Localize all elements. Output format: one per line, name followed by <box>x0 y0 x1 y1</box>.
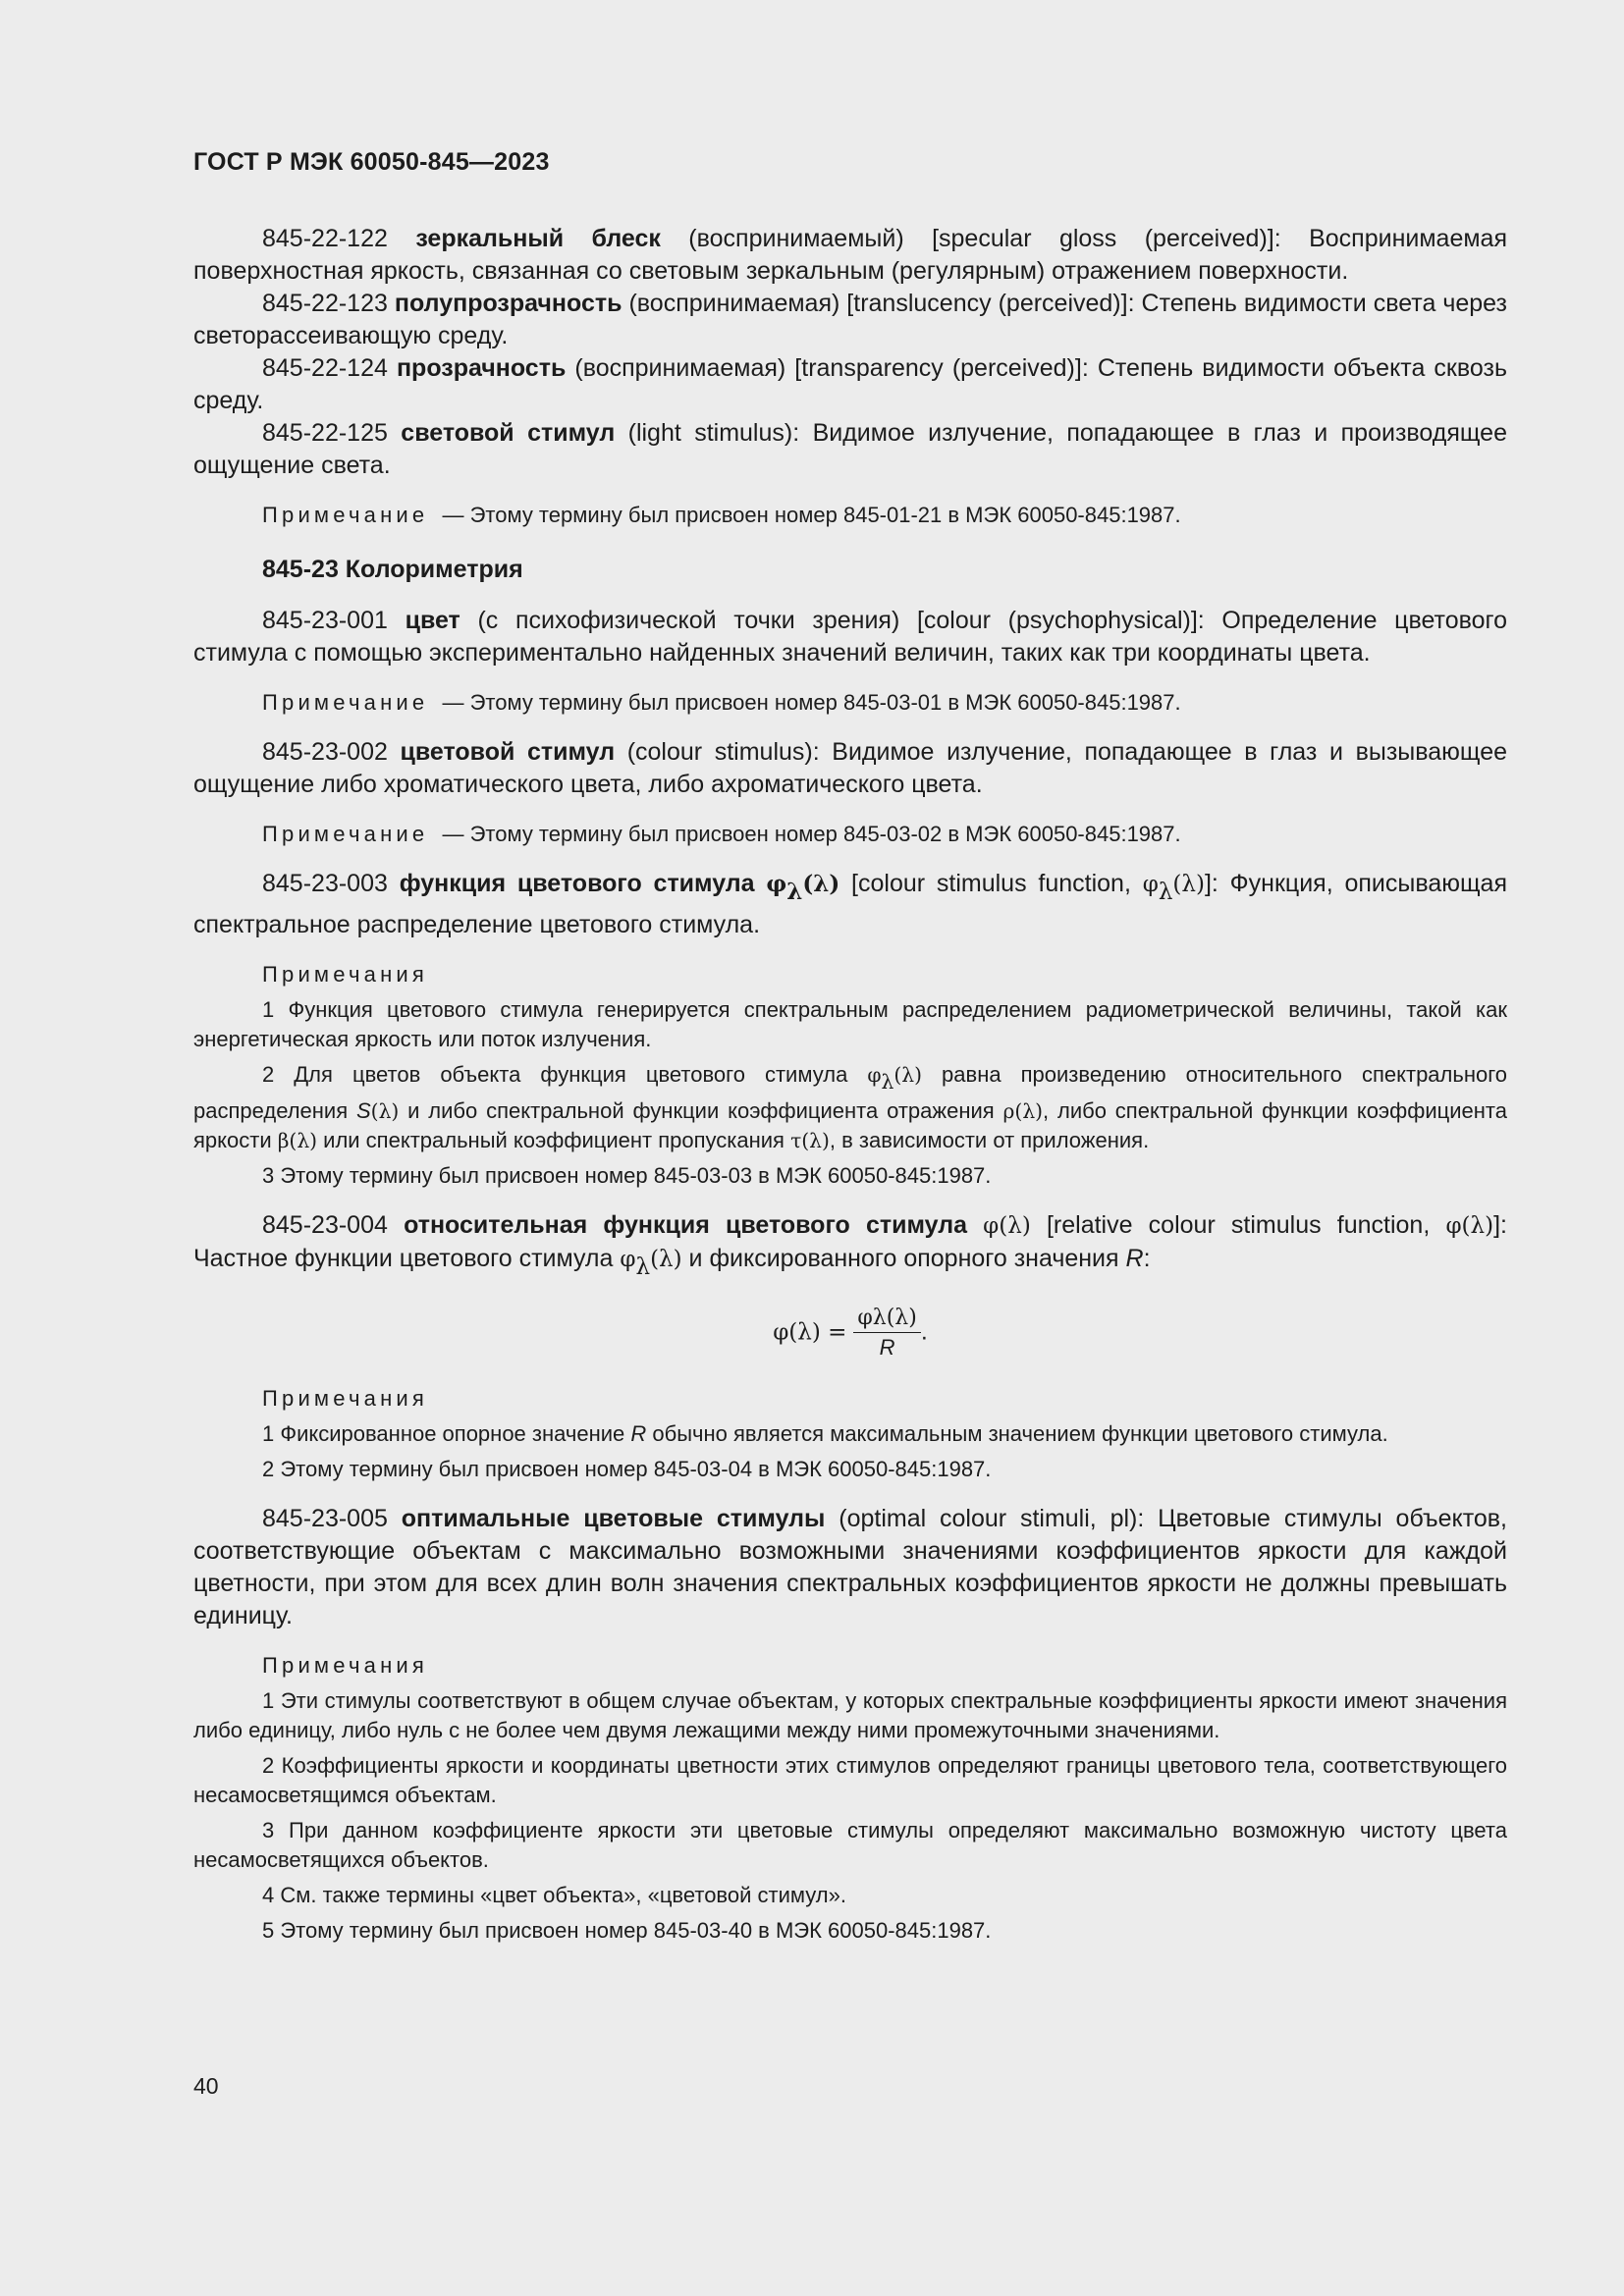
page-number: 40 <box>193 2073 219 2099</box>
notes-label-003: Примечания <box>262 962 429 988</box>
note-003-2: 2 Для цветов объекта функция цветового стимула φλ(λ) равна произведению относительного спектрального распределения S(λ) и либо спектральной функции коэффициента отражения ρ(λ), либо спектральной функции коэффициента яркости β(λ) или спектральный коэффициент пропускания τ(λ), в зависимости от приложения. <box>193 1062 1507 1153</box>
term-845-22-125: 845-22-125 световой стимул (light stimulus): Видимое излучение, попадающее в глаз и производящее ощущение света. <box>193 419 1507 479</box>
notes-label-004: Примечания <box>262 1386 429 1412</box>
term-845-22-123: 845-22-123 полупрозрачность (воспринимаемая) [translucency (perceived)]: Степень видимости света через светорассеивающую среду. <box>193 290 1507 349</box>
term-845-23-004: 845-23-004 относительная функция цветового стимула φ(λ) [relative colour stimulus function, φ(λ)]: Частное функции цветового стимула φλ(λ) и фиксированного опорного значения R: <box>193 1211 1507 1281</box>
note-845-23-002: Примечание — Этому термину был присвоен номер 845-03-02 в МЭК 60050-845:1987. <box>262 822 1181 846</box>
note-003-3: 3 Этому термину был присвоен номер 845-03-03 в МЭК 60050-845:1987. <box>262 1163 992 1189</box>
section-title: 845-23 Колориметрия <box>262 556 523 583</box>
note-004-2: 2 Этому термину был присвоен номер 845-03-04 в МЭК 60050-845:1987. <box>262 1457 992 1482</box>
note-004-1: 1 Фиксированное опорное значение R обычно является максимальным значением функции цветового стимула. <box>262 1421 1388 1447</box>
term-845-22-122: 845-22-122 зеркальный блеск (воспринимаемый) [specular gloss (perceived)]: Воспринимаемая поверхностная яркость, связанная со световым зеркальным (регулярным) отражением поверхности. <box>193 225 1507 285</box>
note-005-1: 1 Эти стимулы соответствуют в общем случае объектам, у которых спектральные коэффициенты яркости имеют значения либо единицу, либо нуль с не более чем двумя лежащими между ними промежуточными значениями. <box>193 1688 1507 1743</box>
formula-lhs: φ(λ) = <box>773 1319 847 1346</box>
term-845-23-001: 845-23-001 цвет (с психофизической точки зрения) [colour (psychophysical)]: Определение цветового стимула с помощью экспериментально найденных значений величин, таких как три координаты цвета. <box>193 607 1508 667</box>
term-845-23-003: 845-23-003 функция цветового стимула φλ(λ) [colour stimulus function, φλ(λ)]: Функция, описывающая спектральное распределение цветового стимула. <box>193 870 1507 939</box>
formula-numerator: φλ(λ) <box>853 1306 920 1333</box>
page-content <box>193 223 1507 1946</box>
formula-fraction <box>853 1306 920 1361</box>
note-005-3: 3 При данном коэффициенте яркости эти цветовые стимулы определяют максимально возможную чистоту цвета несамосветящихся объектов. <box>193 1818 1507 1873</box>
document-header: ГОСТ Р МЭК 60050-845—2023 <box>193 148 550 176</box>
notes-label-005: Примечания <box>262 1653 429 1679</box>
formula-denominator: R <box>879 1335 895 1361</box>
term-845-23-002: 845-23-002 цветовой стимул (colour stimulus): Видимое излучение, попадающее в глаз и вызывающее ощущение либо хроматического цвета, либо ахроматического цвета. <box>193 738 1507 798</box>
note-003-1: 1 Функция цветового стимула генерируется спектральным распределением радиометрической величины, такой как энергетическая яркость или поток излучения. <box>193 997 1507 1052</box>
term-845-23-005: 845-23-005 оптимальные цветовые стимулы (optimal colour stimuli, pl): Цветовые стимулы объектов, соответствующие объектам с максимально возможными значениями коэффициентов яркости для каждой цветности, при этом для всех длин волн значения спектральных коэффициентов яркости не должны превышать единицу. <box>193 1505 1507 1630</box>
formula <box>193 1306 1507 1370</box>
note-845-22-125: Примечание — Этому термину был присвоен номер 845-01-21 в МЭК 60050-845:1987. <box>262 503 1181 527</box>
note-005-2: 2 Коэффициенты яркости и координаты цветности этих стимулов определяют границы цветового тела, соответствующего несамосветящимся объектам. <box>193 1753 1507 1808</box>
formula-dot: . <box>920 1317 928 1346</box>
note-005-4: 4 См. также термины «цвет объекта», «цветовой стимул». <box>262 1883 846 1908</box>
note-005-5: 5 Этому термину был присвоен номер 845-03-40 в МЭК 60050-845:1987. <box>262 1918 992 1944</box>
term-845-22-124: 845-22-124 прозрачность (воспринимаемая) [transparency (perceived)]: Степень видимости объекта сквозь среду. <box>193 354 1507 414</box>
note-845-23-001: Примечание — Этому термину был присвоен номер 845-03-01 в МЭК 60050-845:1987. <box>262 690 1181 715</box>
